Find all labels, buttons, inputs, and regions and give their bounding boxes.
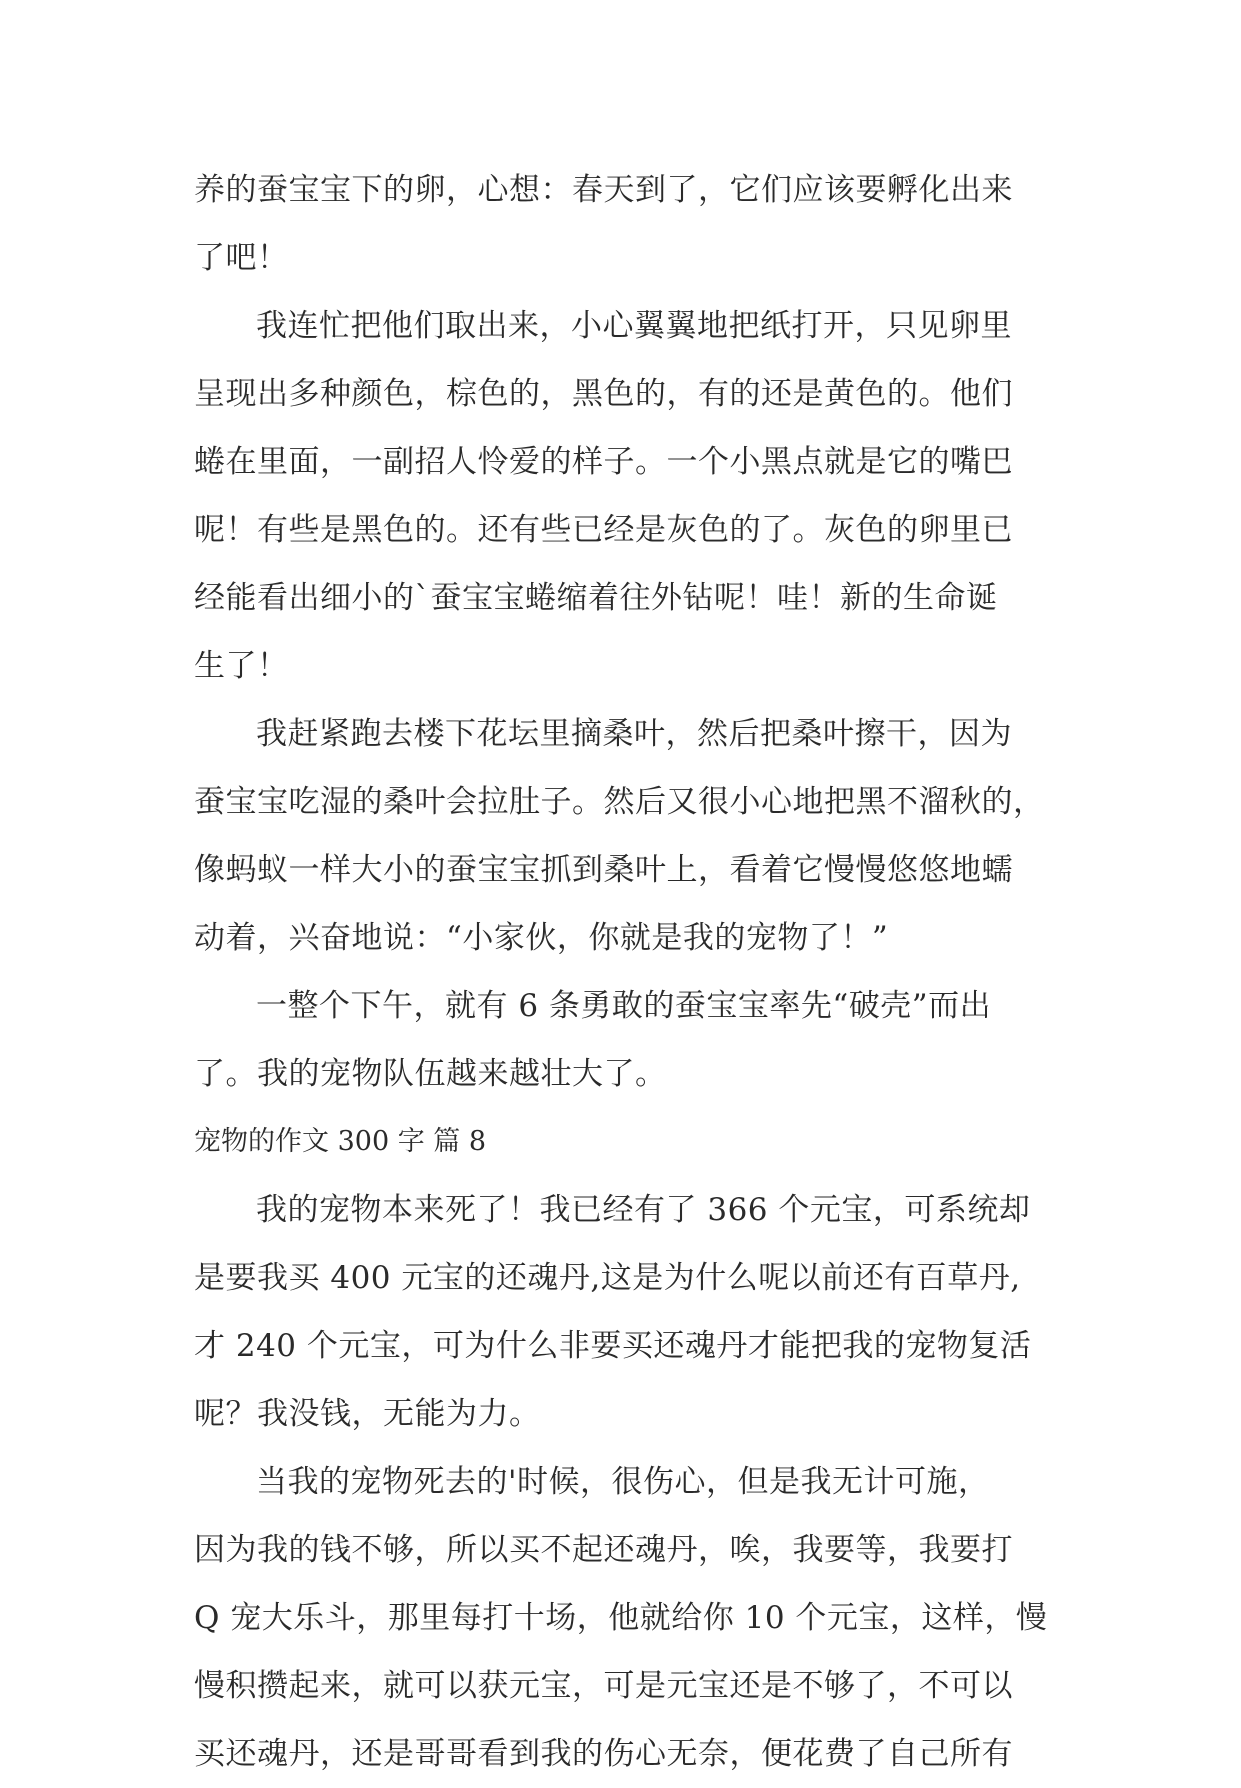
text-line: 因为我的钱不够，所以买不起还魂丹，唉，我要等，我要打 bbox=[194, 1532, 1013, 1568]
text-line: 买还魂丹，还是哥哥看到我的伤心无奈，便花费了自己所有 bbox=[194, 1736, 1013, 1772]
text-line: 生了！ bbox=[194, 648, 289, 684]
paragraph-first-line: 我连忙把他们取出来，小心翼翼地把纸打开，只见卵里 bbox=[256, 308, 1012, 344]
text-line: 经能看出细小的`蚕宝宝蜷缩着往外钻呢！哇！新的生命诞 bbox=[194, 580, 998, 616]
section-heading: 宠物的作文 300 字 篇 8 bbox=[194, 1126, 487, 1157]
text-line: 了。我的宠物队伍越来越壮大了。 bbox=[194, 1056, 667, 1092]
document-body bbox=[194, 156, 1054, 1788]
text-line: 慢积攒起来，就可以获元宝，可是元宝还是不够了，不可以 bbox=[194, 1668, 1013, 1704]
text-line: 像蚂蚁一样大小的蚕宝宝抓到桑叶上，看着它慢慢悠悠地蠕 bbox=[194, 852, 1013, 888]
paragraph-first-line: 我赶紧跑去楼下花坛里摘桑叶，然后把桑叶擦干，因为 bbox=[256, 716, 1012, 752]
text-line: 蜷在里面，一副招人怜爱的样子。一个小黑点就是它的嘴巴 bbox=[194, 444, 1013, 480]
text-line: 呢？我没钱，无能为力。 bbox=[194, 1396, 541, 1432]
text-line: 养的蚕宝宝下的卵，心想：春天到了，它们应该要孵化出来 bbox=[194, 172, 1013, 208]
text-line: 呢！有些是黑色的。还有些已经是灰色的了。灰色的卵里已 bbox=[194, 512, 1013, 548]
text-line: 动着，兴奋地说：“小家伙，你就是我的宠物了！” bbox=[194, 920, 889, 956]
text-line: 蚕宝宝吃湿的桑叶会拉肚子。然后又很小心地把黑不溜秋的， bbox=[194, 784, 1045, 820]
text-line: 了吧！ bbox=[194, 240, 289, 276]
text-line: Q 宠大乐斗，那里每打十场，他就给你 10 个元宝，这样，慢 bbox=[194, 1600, 1048, 1636]
paragraph-first-line: 我的宠物本来死了！我已经有了 366 个元宝，可系统却 bbox=[256, 1192, 1031, 1228]
text-line: 呈现出多种颜色，棕色的，黑色的，有的还是黄色的。他们 bbox=[194, 376, 1013, 412]
text-line: 是要我买 400 元宝的还魂丹,这是为什么呢以前还有百草丹, bbox=[194, 1260, 1021, 1296]
text-line: 才 240 个元宝，可为什么非要买还魂丹才能把我的宠物复活 bbox=[194, 1328, 1032, 1364]
paragraph-first-line: 一整个下午，就有 6 条勇敢的蚕宝宝率先“破壳”而出 bbox=[256, 988, 992, 1024]
paragraph-first-line: 当我的宠物死去的'时候，很伤心，但是我无计可施， bbox=[256, 1464, 990, 1500]
